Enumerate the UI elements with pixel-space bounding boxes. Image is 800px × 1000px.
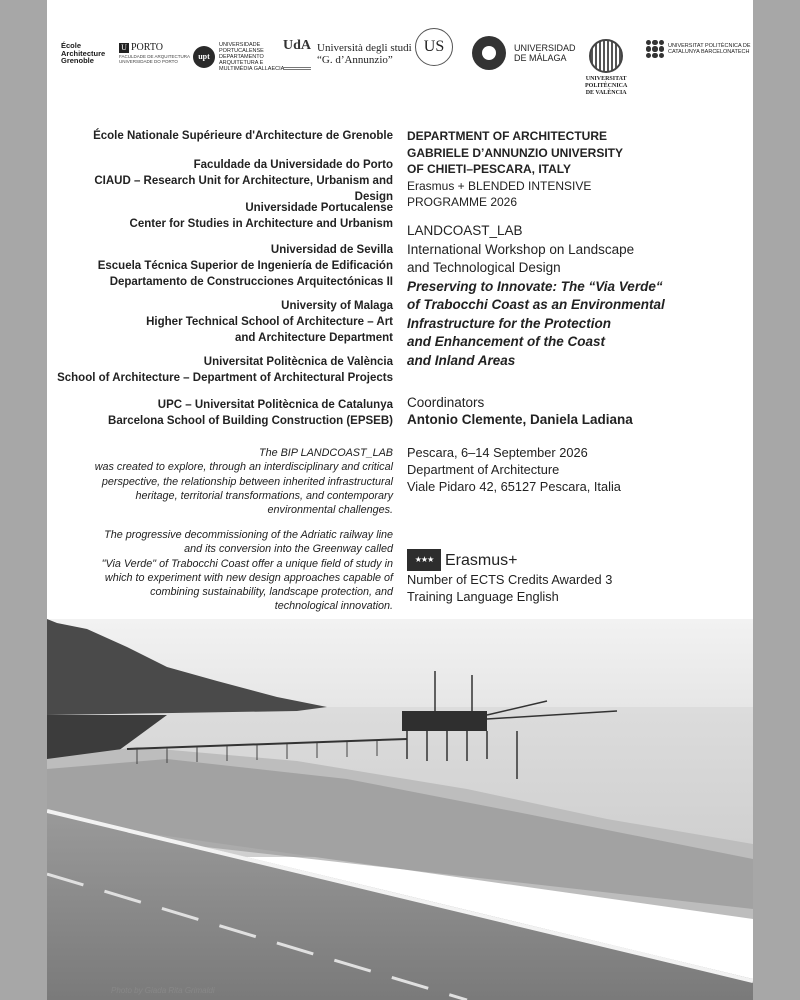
project-title-line: Infrastructure for the Protection	[407, 315, 612, 331]
logo-text: UNIVERSIDADE PORTUCALENSE DEPARTAMENTO ARQUITETURA E MULTIMÉDIA GALLAECIA	[219, 42, 285, 72]
project-title-line: and Enhancement of the Coast	[407, 334, 606, 349]
logo-line: POLITÈCNICA	[585, 83, 628, 89]
logo-line: “G. d’Annunzio”	[317, 53, 393, 66]
department-line: GABRIELE D’ANNUNZIO UNIVERSITY	[407, 145, 624, 160]
malaga-seal-icon	[472, 36, 506, 70]
institution-5	[53, 298, 393, 346]
upv-logo	[585, 39, 627, 97]
upt-logo	[193, 42, 289, 72]
training-language: Training Language English	[407, 589, 559, 604]
upc-grid-icon	[646, 40, 664, 58]
project-title-line: and Inland Areas	[407, 352, 516, 368]
venue-info	[407, 444, 727, 495]
institution-line: University of Malaga	[281, 300, 393, 312]
coordinators-label: Coordinators	[407, 395, 485, 410]
institution-line: Universidad de Sevilla	[270, 244, 393, 256]
institution-line: School of Architecture – Department of Architectural Projects	[57, 372, 393, 384]
institution-line: Center for Studies in Architecture and Urbanism	[129, 218, 393, 230]
institution-1	[53, 128, 393, 144]
erasmus-block	[407, 549, 727, 605]
department-line: OF CHIETI–PESCARA, ITALY	[407, 162, 572, 176]
partner-logos-bar	[47, 28, 753, 100]
logo-text: École	[61, 41, 82, 50]
description-line: environmental challenges.	[267, 504, 393, 517]
department-line: DEPARTMENT OF ARCHITECTURE	[407, 129, 607, 143]
ensag-logo	[61, 42, 105, 65]
institution-line: UPC – Universitat Politècnica de Catalunya	[157, 399, 393, 411]
logo-text	[585, 76, 627, 97]
description-line: technological innovation.	[274, 600, 393, 613]
institution-line: Departamento de Construcciones Arquitectónicas II	[109, 276, 393, 288]
institution-4	[53, 242, 393, 290]
ects-credits: Number of ECTS Credits Awarded 3	[407, 572, 613, 587]
logo-line: DE VALÈNCIA	[585, 90, 627, 96]
logo-subtext: FACULDADE DE ARQUITECTURA UNIVERSIDADE DO PORTO	[119, 54, 190, 64]
malaga-logo	[472, 36, 576, 70]
logo-text: Grenoble	[61, 56, 94, 65]
logo-text	[514, 43, 576, 63]
venue-line: Pescara, 6–14 September 2026	[407, 445, 588, 460]
workshop-line: and Technological Design	[407, 260, 561, 275]
institution-line: Higher Technical School of Architecture – Art	[146, 316, 393, 328]
upt-mark: upt	[193, 46, 215, 68]
photo-credit: Photo by Giada Rita Grimaldi	[111, 986, 215, 995]
institution-2	[53, 157, 393, 205]
coast-photo	[47, 619, 753, 1000]
sevilla-seal: US	[415, 28, 453, 66]
description-line: "Via Verde" of Trabocchi Coast offer a unique field of study in	[101, 557, 393, 570]
erasmus-label: Erasmus+	[445, 551, 518, 569]
institution-line: Faculdade da Universidade do Porto	[193, 159, 393, 171]
eu-flag-icon: ★★★	[407, 549, 441, 571]
institution-line: Escuela Técnica Superior de Ingeniería de Edificación	[97, 260, 393, 272]
project-title-line: Preserving to Innovate: The “Via Verde“	[407, 278, 663, 294]
uda-logo	[283, 37, 412, 70]
venue-line: Viale Pidaro 42, 65127 Pescara, Italia	[407, 479, 621, 494]
logo-text	[317, 42, 412, 66]
institution-3	[53, 200, 393, 232]
institution-7	[53, 397, 393, 429]
institution-line: Universitat Politècnica de València	[203, 356, 393, 368]
sevilla-logo	[415, 28, 453, 66]
description-line: and its conversion into the Greenway called	[184, 543, 393, 556]
project-title-line: of Trabocchi Coast as an Environmental	[407, 297, 665, 312]
description-line: which to experiment with new design approaches capable of	[104, 571, 393, 584]
programme-line: Erasmus + BLENDED INTENSIVE	[407, 178, 592, 193]
workshop-line: International Workshop on Landscape	[407, 241, 635, 257]
logo-text: Architecture	[61, 48, 106, 58]
erasmus-logo	[407, 549, 727, 571]
institution-line: and Architecture Department	[234, 332, 393, 344]
uporto-logo	[119, 42, 190, 64]
description-line: was created to explore, through an interdisciplinary and critical	[94, 461, 393, 474]
department-heading	[407, 128, 727, 211]
poster-sheet	[47, 0, 753, 1000]
description-paragraph-1	[67, 446, 393, 517]
logo-text: UNIVERSITAT POLITÈCNICA DE CATALUNYA BARCELONATECH	[668, 43, 751, 55]
uporto-mark: U	[119, 43, 129, 53]
workshop-title	[407, 222, 727, 370]
logo-line: Università degli studi	[317, 41, 412, 54]
description-line: combining sustainability, landscape protection, and	[150, 586, 393, 599]
venue-line: Department of Architecture	[407, 462, 560, 477]
logo-line: UNIVERSITAT	[585, 76, 627, 82]
logo-line: DE MÁLAGA	[514, 53, 567, 63]
institution-line: École Nationale Supérieure d'Architecture de Grenoble	[93, 130, 393, 142]
description-line: heritage, territorial transformations, and contemporary	[135, 489, 393, 502]
upc-logo	[646, 40, 753, 58]
logo-text: PORTO	[131, 42, 164, 53]
institution-line: Universidade Portucalense	[245, 202, 393, 214]
description-paragraph-2	[67, 528, 393, 614]
workshop-line: LANDCOAST_LAB	[407, 223, 523, 238]
institution-6	[53, 354, 393, 386]
description-line: perspective, the relationship between inherited infrastructural	[101, 475, 393, 488]
institution-line: CIAUD – Research Unit for Architecture, Urbanism and Design	[94, 175, 393, 203]
coordinators	[407, 394, 727, 428]
description-line: The BIP LANDCOAST_LAB	[258, 447, 393, 459]
logo-line: UNIVERSIDAD	[514, 43, 576, 53]
description-line: The progressive decommissioning of the Adriatic railway line	[104, 529, 393, 541]
uda-mark: UdA	[283, 37, 311, 70]
upv-seal-icon	[589, 39, 623, 73]
programme-line: PROGRAMME 2026	[407, 195, 518, 209]
coordinators-names: Antonio Clemente, Daniela Ladiana	[407, 412, 633, 427]
institution-line: Barcelona School of Building Construction (EPSEB)	[108, 415, 393, 427]
